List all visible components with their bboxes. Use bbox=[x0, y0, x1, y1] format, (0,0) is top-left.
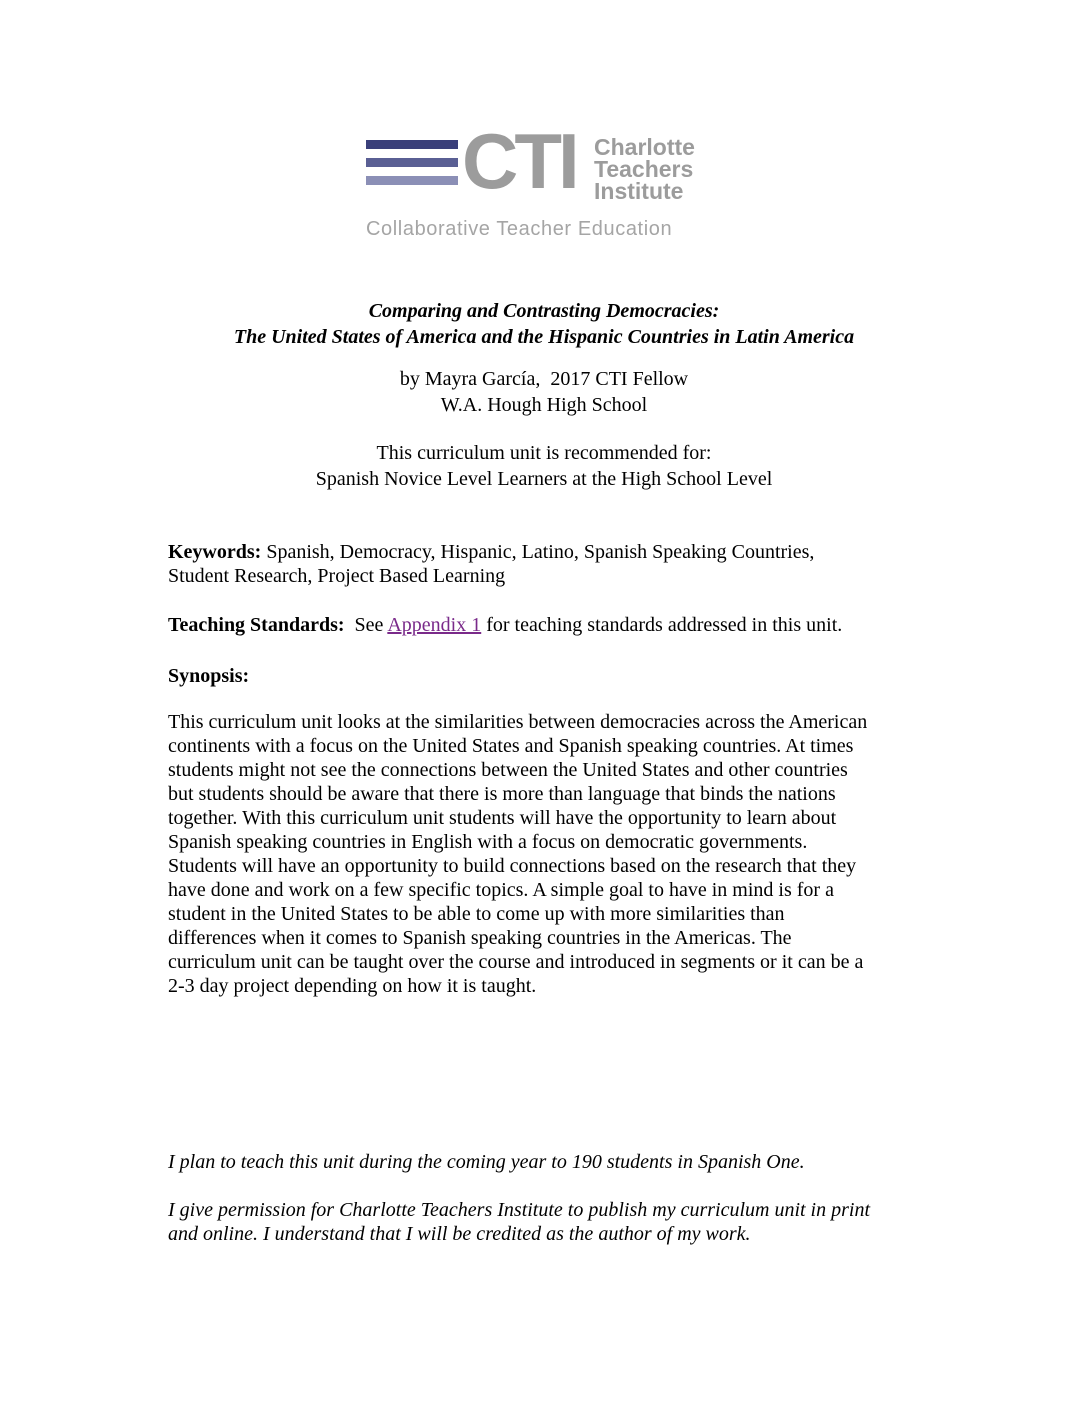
recommendation-line-2: Spanish Novice Level Learners at the High School Level bbox=[315, 468, 773, 490]
synopsis-line: together. With this curriculum unit students will have the opportunity to learn about bbox=[168, 807, 837, 829]
standards-section bbox=[168, 613, 928, 637]
logo-name-line: Teachers bbox=[594, 156, 694, 182]
synopsis-line: but students should be aware that there is more than language that binds the nations bbox=[168, 783, 836, 805]
standards-post: for teaching standards addressed in this unit. bbox=[481, 614, 843, 636]
synopsis-paragraph bbox=[168, 710, 928, 998]
permission-line-2: and online. I understand that I will be credited as the author of my work. bbox=[168, 1223, 751, 1245]
synopsis-line: differences when it comes to Spanish speaking countries in the Americas. The bbox=[168, 927, 792, 949]
logo-bar bbox=[366, 140, 458, 149]
standards-pre: See bbox=[344, 614, 388, 636]
synopsis-line: This curriculum unit looks at the similarities between democracies across the American bbox=[168, 711, 868, 733]
recommendation bbox=[0, 440, 1088, 492]
synopsis-heading: Synopsis: bbox=[168, 665, 250, 687]
keywords-text: Spanish, Democracy, Hispanic, Latino, Spanish Speaking Countries, bbox=[261, 541, 815, 563]
plan-line: I plan to teach this unit during the coming year to 190 students in Spanish One. bbox=[168, 1151, 805, 1173]
logo-name-line: Charlotte bbox=[594, 134, 695, 160]
synopsis-line: Spanish speaking countries in English with a focus on democratic governments. bbox=[168, 831, 808, 853]
author-info bbox=[0, 366, 1088, 418]
synopsis-line: have done and work on a few specific topics. A simple goal to have in mind is for a bbox=[168, 879, 834, 901]
synopsis-line: curriculum unit can be taught over the course and introduced in segments or it can be a bbox=[168, 951, 864, 973]
logo-tagline: Collaborative Teacher Education bbox=[366, 218, 673, 240]
keywords-label: Keywords: bbox=[168, 541, 262, 563]
logo-name-line: Institute bbox=[594, 178, 684, 204]
logo-bars-icon bbox=[366, 140, 458, 194]
synopsis-line: 2-3 day project depending on how it is taught. bbox=[168, 975, 537, 997]
keywords-section bbox=[168, 540, 928, 588]
keywords-text-2: Student Research, Project Based Learning bbox=[168, 565, 506, 587]
standards-label: Teaching Standards: bbox=[168, 614, 345, 636]
logo-name bbox=[594, 136, 695, 202]
plan-statement bbox=[168, 1150, 928, 1174]
document-title bbox=[0, 298, 1088, 350]
cti-logo bbox=[366, 117, 726, 244]
permission-statement bbox=[168, 1198, 928, 1246]
logo-bar bbox=[366, 176, 458, 185]
permission-line-1: I give permission for Charlotte Teachers Institute to publish my curriculum unit in print bbox=[168, 1199, 871, 1221]
school-line: W.A. Hough High School bbox=[440, 394, 648, 416]
synopsis-line: continents with a focus on the United States and Spanish speaking countries. At times bbox=[168, 735, 854, 757]
title-line-1: Comparing and Contrasting Democracies: bbox=[368, 300, 720, 322]
recommendation-line-1: This curriculum unit is recommended for: bbox=[376, 442, 712, 464]
logo-mark: CTI bbox=[462, 117, 576, 205]
appendix-link[interactable]: Appendix 1 bbox=[387, 614, 482, 636]
synopsis-line: Students will have an opportunity to build connections based on the research that they bbox=[168, 855, 857, 877]
synopsis-line: student in the United States to be able to come up with more similarities than bbox=[168, 903, 785, 925]
author-line: by Mayra García, 2017 CTI Fellow bbox=[399, 368, 689, 390]
logo-bar bbox=[366, 158, 458, 167]
synopsis-line: students might not see the connections between the United States and other countries bbox=[168, 759, 848, 781]
title-line-2: The United States of America and the Hispanic Countries in Latin America bbox=[233, 326, 855, 348]
